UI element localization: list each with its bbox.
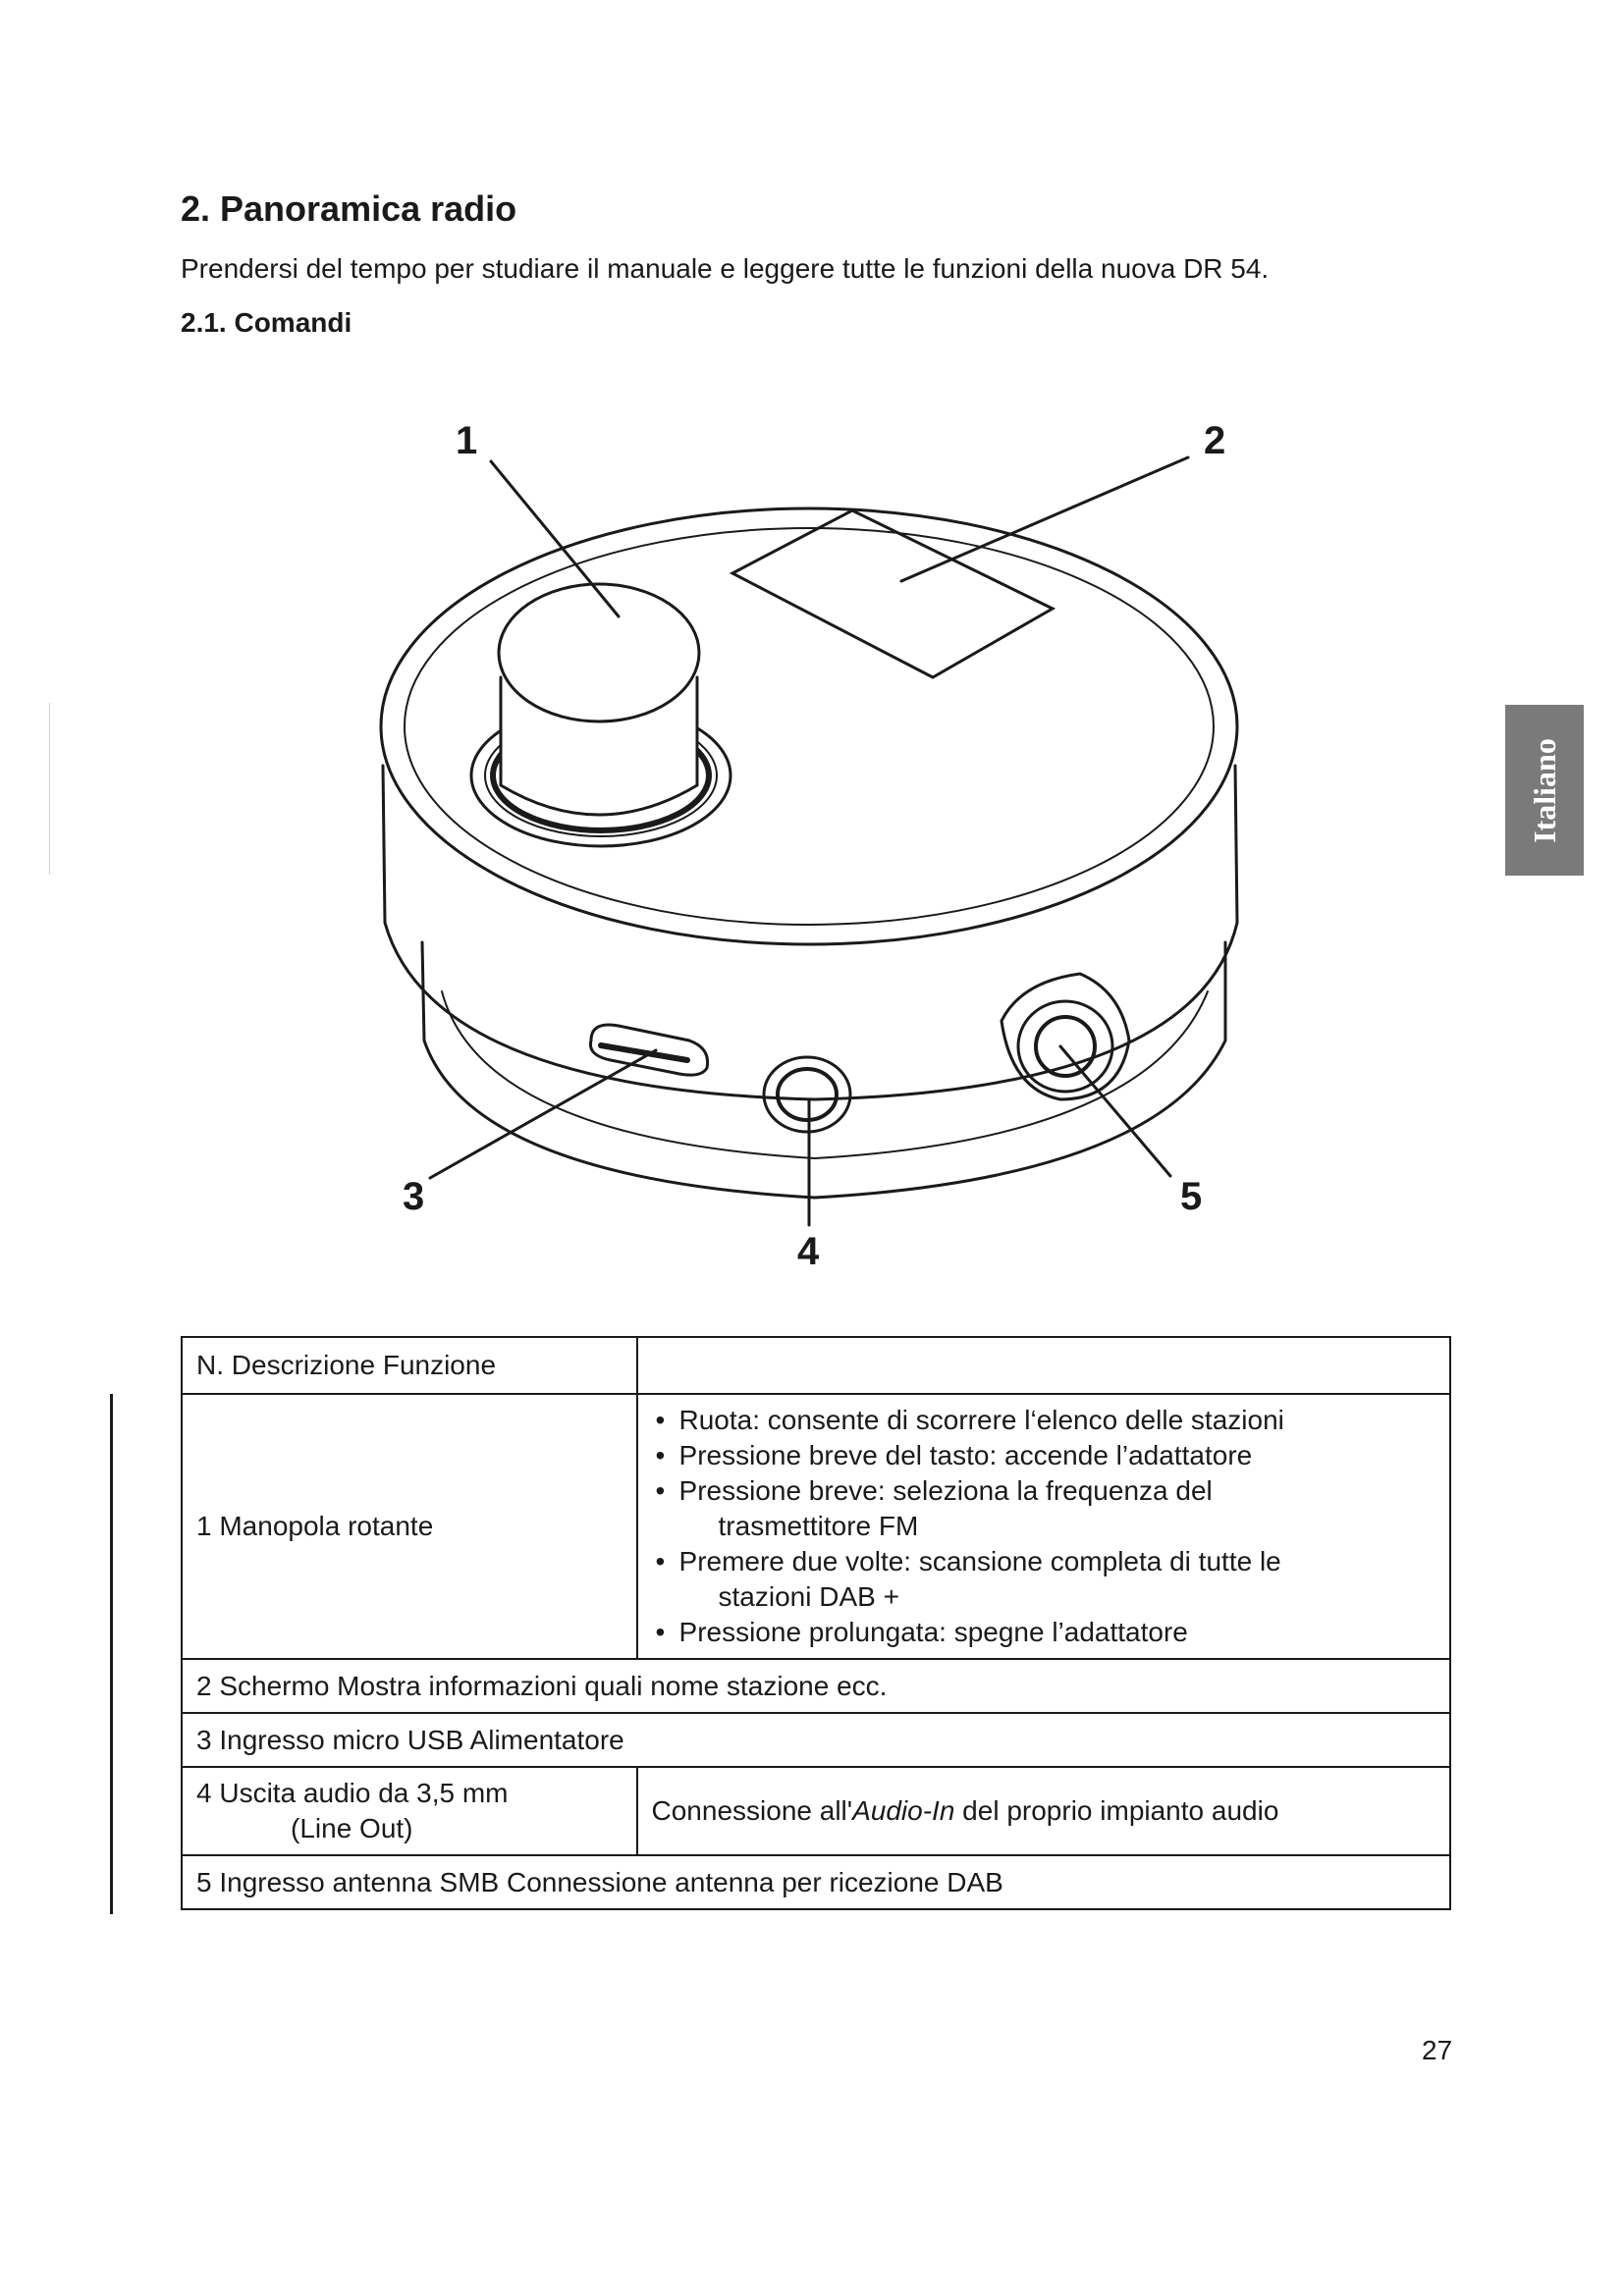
device-diagram xyxy=(373,412,1276,1286)
body-side-left xyxy=(383,766,1237,1099)
table-stray-divider xyxy=(110,1394,113,1914)
margin-marker-line xyxy=(49,703,50,875)
header-function xyxy=(637,1337,1450,1394)
row-3-text: 3 Ingresso micro USB Alimentatore xyxy=(182,1713,1450,1767)
section-subheading: 2.1. Comandi xyxy=(181,307,352,338)
row-1-description: 1 Manopola rotante xyxy=(182,1394,637,1659)
page-heading: 2. Panoramica radio xyxy=(181,188,517,229)
callout-4: 4 xyxy=(797,1230,820,1273)
table-header-row xyxy=(182,1337,1450,1394)
leader-line-3 xyxy=(430,1050,656,1178)
controls-table xyxy=(181,1336,1451,1910)
language-tab xyxy=(1505,705,1584,876)
table-row xyxy=(182,1713,1450,1767)
row-5-text: 5 Ingresso antenna SMB Connessione antenna per ricezione DAB xyxy=(182,1855,1450,1909)
header-description: N. Descrizione Funzione xyxy=(182,1337,637,1394)
row-1-function xyxy=(637,1394,1450,1659)
audio-jack-inner xyxy=(778,1069,837,1120)
page-number: 27 xyxy=(1422,2035,1453,2065)
row-2-text: 2 Schermo Mostra informazioni quali nome stazione ecc. xyxy=(182,1659,1450,1713)
language-tab-label: Italiano xyxy=(1526,737,1562,843)
table-row xyxy=(182,1394,1450,1659)
callout-1: 1 xyxy=(456,419,478,462)
callout-5: 5 xyxy=(1180,1175,1203,1218)
list-item: • Pressione breve del tasto: accende l’adattatore xyxy=(652,1438,1435,1473)
callout-3: 3 xyxy=(403,1175,425,1218)
list-item: • Ruota: consente di scorrere l‘elenco delle stazioni xyxy=(652,1403,1435,1438)
knob-top xyxy=(499,584,699,721)
row-4-description: 4 Uscita audio da 3,5 mm (Line Out) xyxy=(182,1767,637,1855)
intro-text: Prendersi del tempo per studiare il manuale e leggere tutte le funzioni della nuova DR 54. xyxy=(181,253,1270,284)
table-row xyxy=(182,1659,1450,1713)
knob-functions-list xyxy=(652,1399,1435,1654)
table-row xyxy=(182,1855,1450,1909)
list-item: • Pressione prolungata: spegne l’adattatore xyxy=(652,1615,1435,1650)
table-row xyxy=(182,1767,1450,1855)
leader-line-5 xyxy=(1060,1046,1170,1176)
callout-2: 2 xyxy=(1204,419,1226,462)
list-item: • Pressione breve: seleziona la frequenza del trasmettitore FM xyxy=(652,1473,1435,1544)
antenna-connector-face xyxy=(1018,1001,1112,1092)
usb-port xyxy=(590,1025,707,1075)
list-item: • Premere due volte: scansione completa di tutte le stazioni DAB + xyxy=(652,1544,1435,1615)
row-4-function: Connessione all'Audio-In del proprio impianto audio xyxy=(637,1767,1450,1855)
